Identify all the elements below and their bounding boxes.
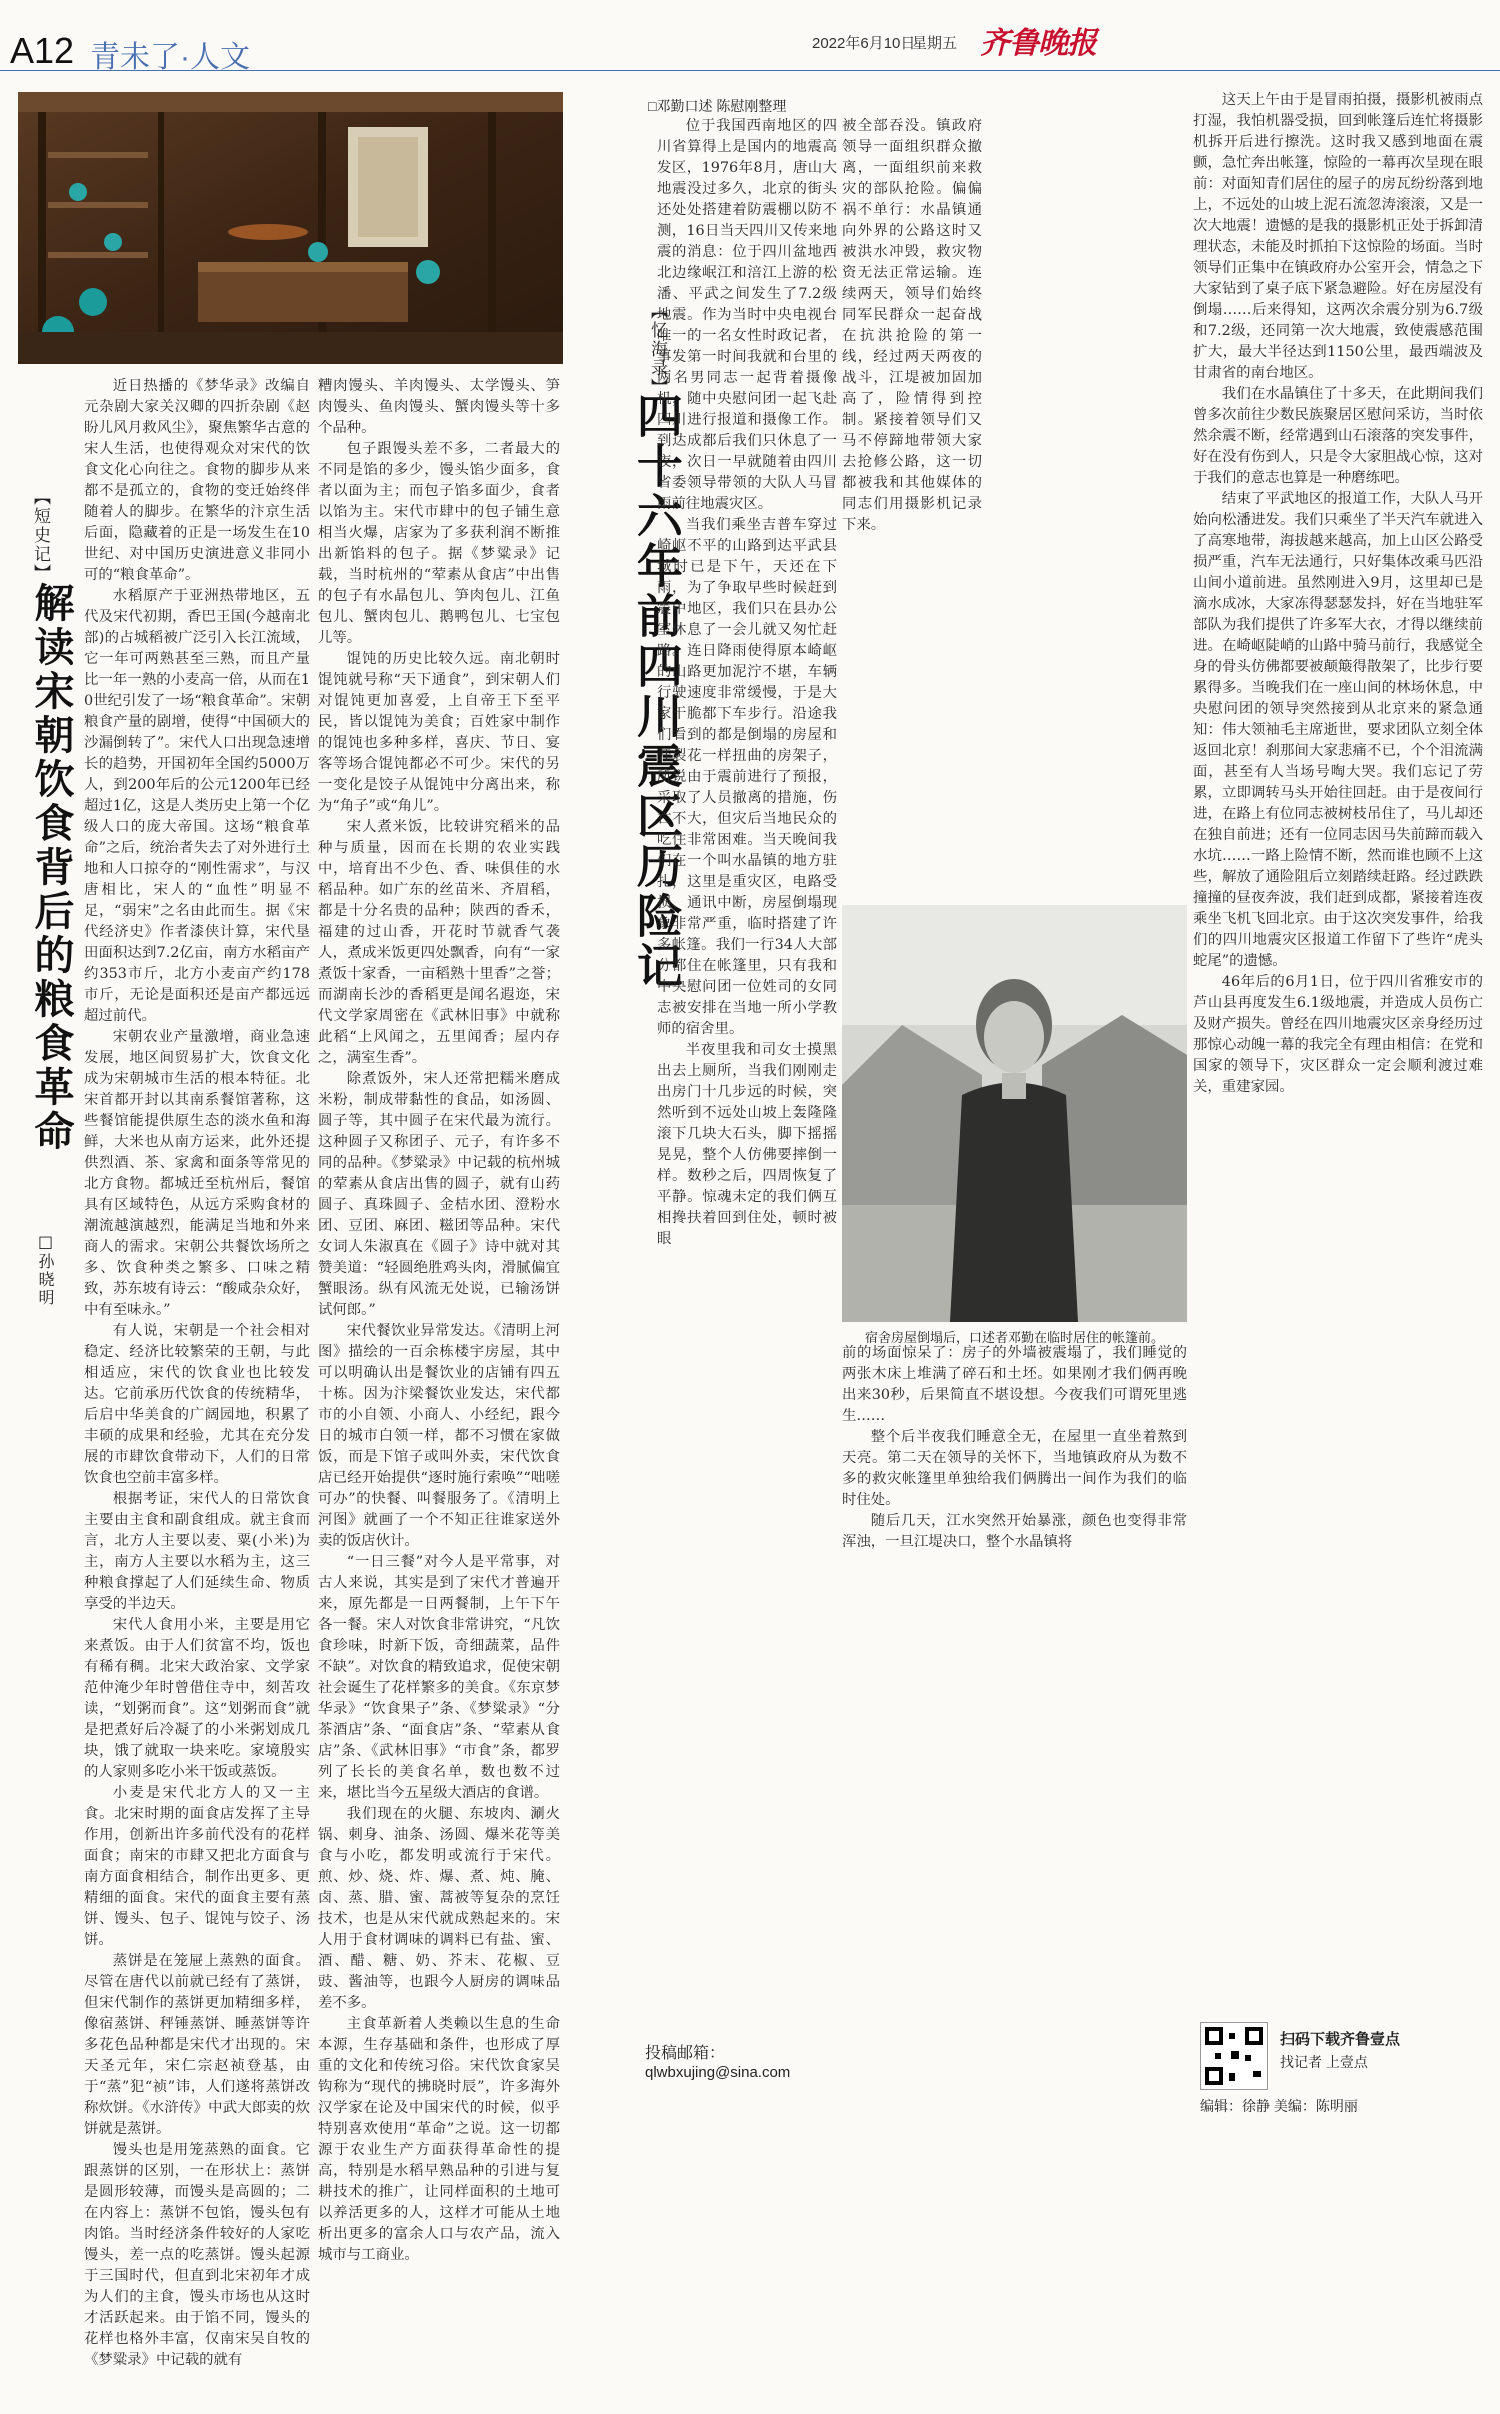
paragraph: 近日热播的《梦华录》改编自元杂剧大家关汉卿的四折杂剧《赵盼儿风月救风尘》，聚焦繁华古意的宋人生活，也使得观众对宋代的饮食文化心向往之。食物的脚步从来都不是孤立的，食物的变迁始终伴随着人的脚步。在繁华的汴京生活后面，隐藏着的正是一场发生在10世纪、对中国历史演进意义非同小可的“粮食革命”。 xyxy=(84,378,310,583)
issue-weekday: 星期五 xyxy=(912,35,958,52)
paragraph: 我们现在的火腿、东坡肉、涮火锅、刺身、油条、汤圆、爆米花等美食与小吃，都发明或流行于宋代。煎、炒、烧、炸、爆、煮、炖、腌、卤、蒸、腊、蜜、蒿被等复杂的烹饪技术，也是从宋代就成熟起来的。宋人用于食材调味的调料已有盐、蜜、酒、醋、糖、奶、芥末、花椒、豆豉、酱油等，也跟今人厨房的调味品差不多。 xyxy=(318,1806,560,2011)
paragraph: 馒头也是用笼蒸熟的面食。它跟蒸饼的区别，一在形状上：蒸饼是圆形较薄，而馒头是高圆的；二在内容上：蒸饼不包馅，馒头包有肉馅。当时经济条件较好的人家吃馒头，差一点的吃蒸饼。馒头起源于三国时代，但直到北宋初年才成为人们的主食，馒头市场也从这时才活跃起来。由于馅不同，馒头的花样也格外丰富，仅南宋吴自牧的《梦粱录》中记载的就有 xyxy=(84,2142,310,2368)
paragraph: 主食革新着人类赖以生息的生命本源，生存基础和条件，也形成了厚重的文化和传统习俗。宋代饮食家吴钩称为“现代的拂晓时辰”，许多海外汉学家在论及中国宋代的时候，似乎特别喜欢使用“革命”之说。这一切都源于农业生产方面获得革命性的提高，特别是水稻早熟品种的引进与复耕技术的推广，让同样面积的土地可以养活更多的人，这样才可能从土地析出更多的富余人口与农产品，流入城市与工商业。 xyxy=(318,2016,560,2263)
article-author: □孙晓明 xyxy=(36,1232,55,1307)
paragraph: 蒸饼是在笼屉上蒸熟的面食。尽管在唐代以前就已经有了蒸饼，但宋代制作的蒸饼更加精细多样，像宿蒸饼、秤锤蒸饼、睡蒸饼等许多花色品种都是宋代才出现的。宋天圣元年，宋仁宗赵祯登基，由于“蒸”犯“祯”讳，人们遂将蒸饼改称炊饼。《水浒传》中武大郎卖的炊饼就是蒸饼。 xyxy=(84,1953,310,2137)
paragraph: 结束了平武地区的报道工作，大队人马开始向松潘进发。我们只乘坐了半天汽车就进入了高寒地带，海拔越来越高，加上山区公路受损严重，汽车无法通行，只好集体改乘马匹沿山间小道前进。虽然刚进入9月，这里却已是滴水成冰，大家冻得瑟瑟发抖，好在当地驻军部队为我们提供了许多军大衣，才得以继续前进。在崎岖陡峭的山路中骑马前行，我感觉全身的骨头仿佛都要被颠簸得散架了，比步行要累得多。当晚我们在一座山间的林场休息，中央慰问团的领导突然接到从北京来的紧急通知：伟大领袖毛主席逝世，要求团队立刻全体返回北京！刹那间大家悲痛不已，个个泪流满面，甚至有人当场号啕大哭。我们忘记了劳累，立即调转马头开始往回赶。由于是夜间行进，在路上有位同志被树枝吊住了，马儿却还在独自前进；还有一位同志因马失前蹄而载入水坑……一路上险情不断，然而谁也顾不上这些，解放了通险阻后立刻踏续赶路。经过跌跌撞撞的昼夜奔波，我们赶到成都，紧接着连夜乘坐飞机飞回北京。由于这次突发事件，给我们的四川地震灾区报道工作留下了些许“虎头蛇尾”的遗憾。 xyxy=(1193,491,1483,969)
article-byline: □邓勤口述 陈慰刚整理 xyxy=(648,98,787,114)
paragraph: 被全部吞没。镇政府领导一面组织群众撤离，一面组织前来救灾的部队抢险。偏偏祸不单行：水晶镇通向外界的公路这时又被洪水冲毁，救灾物资无法正常运输。连续两天，领导们始终同军民群众一起奋战在抗洪抢险的第一线，经过两天两夜的战斗，江堤被加固加高了，险情得到控制。紧接着领导们又马不停蹄地带领大家去抢修公路，这一切都被我和其他媒体的同志们用摄影机记录下来。 xyxy=(842,118,982,533)
paragraph: 当我们乘坐吉普车穿过崎岖不平的山路到达平武县城时已是下午，天还在下雨，为了争取早些时候赶到震中地区，我们只在县办公室休息了一会儿就又匆忙赶路。连日降雨使得原本崎岖的山路更加泥泞不堪，车辆行驶速度非常缓慢，于是大家干脆都下车步行。沿途我们看到的都是倒塌的房屋和开裂花一样扭曲的房架子，所说由于震前进行了预报，采取了人员撤离的措施，伤亡不大，但灾后当地民众的吃住非常困难。当天晚间我们在一个叫水晶镇的地方驻扎，这里是重灾区，电路受损、通讯中断，房屋倒塌现象非常严重，临时搭建了许多帐篷。我们一行34人大部分都住在帐篷里，只有我和中央慰问团一位姓司的女同志被安排在当地一所小学教师的宿舍里。 xyxy=(657,517,837,1037)
paragraph: 宋代人食用小米，主要是用它来煮饭。由于人们贫富不均，饭也有稀有稠。北宋大政治家、文学家范仲淹少年时曾借住寺中，刻苦攻读，“划粥而食”。这“划粥而食”就是把煮好后冷凝了的小米粥划成几块，饿了就取一块来吃。家境殷实的人家则多吃小米干饭或蒸饭。 xyxy=(84,1617,310,1780)
paragraph: 46年后的6月1日，位于四川省雅安市的芦山县再度发生6.1级地震，并造成人员伤亡及财产损失。曾经在四川地震灾区亲身经历过那惊心动魄一幕的我完全有理由相信：在党和国家的领导下，灾区群众一定会顺利渡过难关，重建家园。 xyxy=(1193,974,1483,1095)
article-body-column-5 xyxy=(842,1343,1187,1813)
paragraph: “一日三餐”对今人是平常事，对古人来说，其实是到了宋代才普遍开来，原先都是一日两餐制，上午下午各一餐。宋人对饮食非常讲究，“凡饮食珍味，时新下饭，奇细蔬菜，品件不缺”。对饮食的精致追求，促使宋朝社会诞生了花样繁多的美食。《东京梦华录》“饮食果子”条、《梦粱录》“分茶酒店”条、“面食店”条、“荤素从食店”条、《武林旧事》“市食”条，都罗列了长长的美食名单，数也数不过来，堪比当今五星级大酒店的食谱。 xyxy=(318,1554,560,1801)
paragraph: 位于我国西南地区的四川省算得上是国内的地震高发区，1976年8月，唐山大地震没过多久，北京的街头还处处搭建着防震棚以防不测，16日当天四川又传来地震的消息：位于四川盆地西北边缘岷江和涪江上游的松潘、平武之间发生了7.2级地震。作为当时中央电视台唯一的一名女性时政记者，事发第一时间我就和台里的两名男同志一起背着摄像机，随中央慰问团一起飞赴四川进行报道和摄像工作。到达成都后我们只休息了一夜，次日一早就随着由四川省委领导带领的大队人马冒雨前往地震灾区。 xyxy=(657,118,837,512)
header-divider xyxy=(0,70,1500,71)
paragraph: 根据考证，宋代人的日常饮食主要由主食和副食组成。就主食而言，北方人主要以麦、粟(小米)为主，南方人主要以水稻为主，这三种粮食撑起了人们延续生命、物质享受的半边天。 xyxy=(84,1491,310,1612)
article-body-column-6 xyxy=(1193,90,1483,2020)
article-body-column-3b xyxy=(842,116,982,896)
article-body-column-3 xyxy=(657,116,837,1756)
photo-caption: 宿舍房屋倒塌后，口述者邓勤在临时居住的帐篷前。 xyxy=(864,1331,1164,1346)
issue-date: 2022年6月10日 xyxy=(812,35,916,52)
qr-code-icon[interactable] xyxy=(1200,2022,1268,2090)
paragraph: 宋代餐饮业异常发达。《清明上河图》描绘的一百余栋楼宇房屋，其中可以明确认出是餐饮业的店铺有四五十栋。因为汴梁餐饮业发达，宋代都市的小自领、小商人、小经纪，跟今日的城市白领一样，都不习惯在家做饭，而是下馆子或叫外卖，宋代饮食店已经开始提供“逐时施行索唤”“咄嗟可办”的快餐、叫餐服务了。《清明上河图》就画了一个不知正往谁家送外卖的饭店伙计。 xyxy=(318,1323,560,1549)
paragraph: 水稻原产于亚洲热带地区，五代及宋代初期，香巴王国(今越南北部)的占城稻被广泛引入长江流域，它一年可两熟甚至三熟，而且产量比一年一熟的小麦高一倍，从而在10世纪引发了一场“粮食革命”。宋朝粮食产量的剧增，使得“中国硕大的沙漏倒转了”。宋代人口出现急速增长的趋势，开国初年全国约5000万人，到200年后的公元1200年已经超过1亿，这是人类历史上第一个亿级人口的庞大帝国。这场“粮食革命”之后，统治者失去了对外进行土地和人口掠夺的“刚性需求”，与汉唐相比，宋人的“血性”明显不足，“弱宋”之名由此而生。据《宋代经济史》作者漆侠计算，宋代垦田面积达到7.2亿亩，南方水稻亩产约353市斤，北方小麦亩产约178市斤，无论是面积还是亩产都远远超过前代。 xyxy=(84,588,310,1024)
article-column-tag: 【忆海录】 xyxy=(647,302,667,397)
qr-download-title: 扫码下载齐鲁壹点 xyxy=(1280,2031,1401,2048)
editors-credit: 编辑：徐静 美编：陈明丽 xyxy=(1200,2098,1358,2114)
paragraph: 我们在水晶镇住了十多天，在此期间我们曾多次前往少数民族聚居区慰问采访，当时依然余震不断，经常遇到山石滚落的突发事件，好在没有伤到人，只是令大家胆战心惊，这对于我们的意志也算是一种磨练吧。 xyxy=(1193,386,1483,486)
paragraph: 糟肉馒头、羊肉馒头、太学馒头、笋肉馒头、鱼肉馒头、蟹肉馒头等十多个品种。 xyxy=(318,378,560,436)
page-number: A12 xyxy=(10,30,75,71)
paragraph: 宋人煮米饭，比较讲究稻米的品种与质量，因而在长期的农业实践中，培育出不少色、香、味俱佳的水稻品种。如广东的丝苗米、齐眉稻，都是十分名贵的品种；陕西的香禾，福建的过山香，开花时节就香气袭人，煮成米饭更四处飘香，向有“一家煮饭十家香，一亩稻熟十里香”之誉；而湖南长沙的香稻更是闻名遐迩，宋代文学家周密在《武林旧事》中就称此稻“上风闻之，五里闻香；屋内存之，满室生香”。 xyxy=(318,819,560,1066)
paragraph: 半夜里我和司女士摸黑出去上厕所，当我们刚刚走出房门十几步远的时候，突然听到不远处山坡上轰隆隆滚下几块大石头，脚下摇摇晃晃，整个人仿佛要摔倒一样。数秒之后，四周恢复了平静。惊魂未定的我们俩互相搀扶着回到住处，顿时被眼 xyxy=(657,1042,837,1247)
submission-label: 投稿邮箱： xyxy=(645,2045,726,2062)
article-title: 解读宋朝饮食背后的粮食革命 xyxy=(28,582,75,1154)
paragraph: 馄饨的历史比较久远。南北朝时馄饨就号称“天下通食”，到宋朝人们对馄饨更加喜爱，上自帝王下至平民，皆以馄饨为美食；百姓家中制作的馄饨也多种多样，喜庆、节日、宴客等场合馄饨都必不可少。宋代的另一变化是饺子从馄饨中分离出来，称为“角子”或“角儿”。 xyxy=(318,651,560,814)
paragraph: 除煮饭外，宋人还常把糯米磨成米粉，制成带黏性的食品，如汤圆、圆子等，其中圆子在宋代最为流行。这种圆子又称团子、元子，有许多不同的品种。《梦粱录》中记载的杭州城的荤素从食店出售的圆子，就有山药圆子、真珠圆子、金桔水团、澄粉水团、豆团、麻团、糍团等品种。宋代女词人朱淑真在《圆子》诗中就对其赞美道：“轻圆绝胜鸡头肉，滑腻偏宜蟹眼汤。纵有风流无处说，已输汤饼试何郎。” xyxy=(318,1071,560,1318)
paragraph: 小麦是宋代北方人的又一主食。北宋时期的面食店发挥了主导作用，创新出许多前代没有的花样面食；南宋的市肆又把北方面食与南方面食相结合，制作出更多、更精细的面食。宋代的面食主要有蒸饼、馒头、包子、馄饨与饺子、汤饼。 xyxy=(84,1785,310,1948)
paragraph: 随后几天，江水突然开始暴涨，颜色也变得非常浑浊，一旦江堤决口，整个水晶镇将 xyxy=(842,1513,1187,1550)
qr-download-subtitle: 找记者 上壹点 xyxy=(1280,2054,1368,2070)
paragraph: 宋朝农业产量激增，商业急速发展，地区间贸易扩大，饮食文化成为宋朝城市生活的根本特征。北宋首都开封以其南系餐馆著称，这些餐馆能提供原生态的淡水鱼和海鲜，大米也从南方运来，此外还提供烈酒、茶、家禽和面条等常见的北方食物。都城迁至杭州后，餐馆具有区域特色，从远方采购食材的潮流越演越烈，能满足当地和外来商人的需求。宋朝公共餐饮场所之多、饮食种类之繁多、口味之精致，苏东坡有诗云：“酸咸杂众好，中有至味永。” xyxy=(84,1029,310,1318)
paragraph: 有人说，宋朝是一个社会相对稳定、经济比较繁荣的王朝，与此相适应，宋代的饮食业也比较发达。它前承历代饮食的传统精华，后启中华美食的广阔园地，积累了丰硕的成果和经验，尤其在充分发展的市肆饮食带动下，人们的日常饮食也空前丰富多样。 xyxy=(84,1323,310,1486)
restaurant-interior-photo xyxy=(18,92,563,364)
paragraph: 这天上午由于是冒雨拍摄，摄影机被雨点打湿，我怕机器受损，回到帐篷后连忙将摄影机拆开后进行擦洗。这时我又感到地面在震颤，急忙奔出帐篷，惊险的一幕再次呈现在眼前：对面知青们居住的屋子的房瓦纷纷落到地上，不远处的山坡上泥石流忽涛滚滚，又是一次大地震！遗憾的是我的摄影机正处于拆卸清理状态，未能及时抓拍下这惊险的场面。当时领导们正集中在镇政府办公室开会，情急之下大家钻到了桌子底下紧急避险。好在房屋没有倒塌……后来得知，这两次余震分别为6.7级和7.2级，还同第一次大地震，致使震感范围扩大，最大半径达到1150公里，最西端波及甘肃省的南台地区。 xyxy=(1193,92,1483,381)
submission-email-link[interactable]: qlwbxujing@sina.com xyxy=(645,2064,791,2081)
paragraph: 包子跟馒头差不多，二者最大的不同是馅的多少，馒头馅少面多，食者以面为主；而包子馅多面少，食者以馅为主。宋代市肆中的包子铺生意相当火爆，店家为了多获利润不断推出新馅料的包子。据《梦粱录》记载，当时杭州的“荤素从食店”中出售的包子有水晶包儿、笋肉包儿、江鱼包儿、蟹肉包儿、鹅鸭包儿、七宝包儿等。 xyxy=(318,441,560,646)
section-title: 青未了·人文 xyxy=(90,41,250,74)
woman-before-tent-photo xyxy=(842,905,1187,1322)
paragraph: 整个后半夜我们睡意全无，在屋里一直坐着熬到天亮。第二天在领导的关怀下，当地镇政府从为数不多的救灾帐篷里单独给我们俩腾出一间作为我们的临时住处。 xyxy=(842,1429,1187,1508)
article-body-column-2 xyxy=(318,376,560,2406)
newspaper-logo: 齐鲁晚报 xyxy=(980,26,1096,61)
paragraph: 前的场面惊呆了：房子的外墙被震塌了，我们睡觉的两张木床上堆满了碎石和土坯。如果刚才我们俩再晚出来30秒，后果简直不堪设想。今夜我们可谓死里逃生…… xyxy=(842,1345,1187,1424)
article-column-tag: 【短史记】 xyxy=(30,488,50,583)
article-body-column-1 xyxy=(84,376,310,2406)
article-title: 四十六年前四川震区历险记 xyxy=(629,392,684,992)
